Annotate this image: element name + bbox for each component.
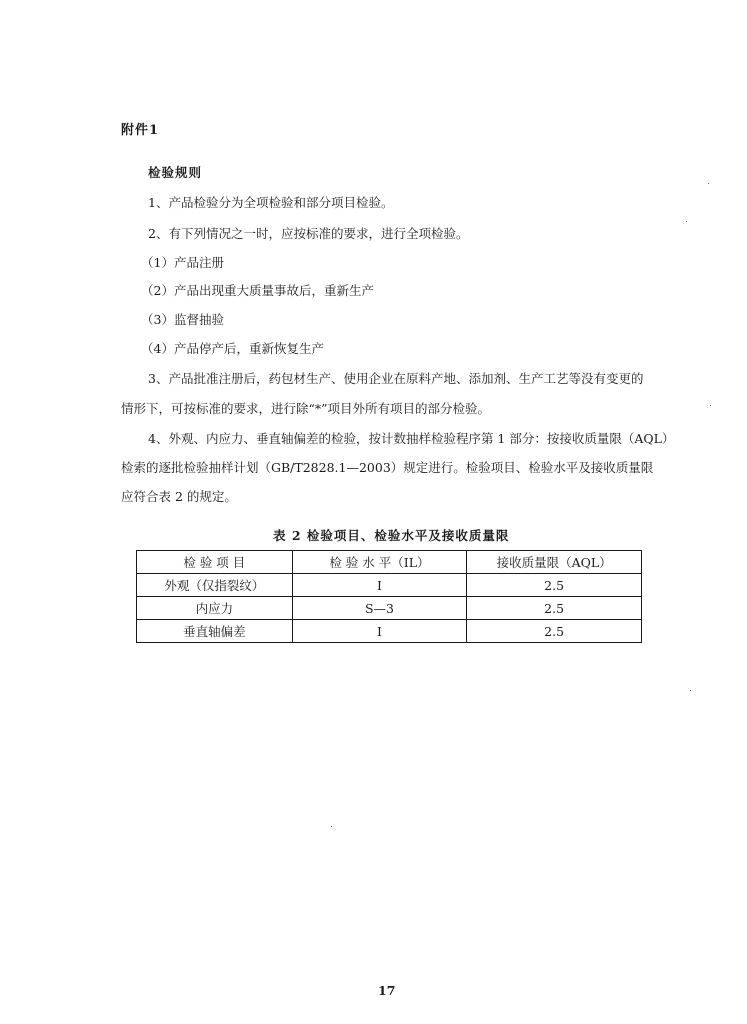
paragraph-4-line-2: 检索的逐批检验抽样计划（GB/T2828.1—2003）规定进行。检验项目、检验水平及接收质量限 <box>121 460 654 475</box>
table-header-row <box>137 551 642 574</box>
scan-speck <box>690 690 691 691</box>
table-row <box>137 620 642 643</box>
list-item-registration: （1）产品注册 <box>141 255 224 270</box>
paragraph-4-line-3: 应符合表 2 的规定。 <box>121 489 237 504</box>
cell-aql: 2.5 <box>467 597 642 620</box>
paragraph-3-line-1: 3、产品批准注册后，药包材生产、使用企业在原料产地、添加剂、生产工艺等没有变更的 <box>148 371 644 386</box>
scan-speck <box>331 826 332 827</box>
table-row <box>137 574 642 597</box>
cell-item: 内应力 <box>137 597 293 620</box>
cell-item: 外观（仅指裂纹） <box>137 574 293 597</box>
cell-item: 垂直轴偏差 <box>137 620 293 643</box>
paragraph-4-line-1: 4、外观、内应力、垂直轴偏差的检验，按计数抽样检验程序第 1 部分：按接收质量限（AQL） <box>148 431 675 446</box>
header-aql: 接收质量限（AQL） <box>467 551 642 574</box>
header-inspection-item: 检 验 项 目 <box>137 551 293 574</box>
page-number: 17 <box>378 983 396 998</box>
header-inspection-level: 检 验 水 平（IL） <box>292 551 467 574</box>
cell-aql: 2.5 <box>467 620 642 643</box>
list-item-resume-production: （4）产品停产后，重新恢复生产 <box>141 341 324 356</box>
cell-level: I <box>292 574 467 597</box>
cell-level: I <box>292 620 467 643</box>
cell-aql: 2.5 <box>467 574 642 597</box>
cell-level: S—3 <box>292 597 467 620</box>
paragraph-1: 1、产品检验分为全项检验和部分项目检验。 <box>148 195 394 210</box>
attachment-label: 附件1 <box>121 123 160 138</box>
paragraph-3-line-2: 情形下，可按标准的要求，进行除“*”项目外所有项目的部分检验。 <box>121 401 491 416</box>
list-item-supervision: （3）监督抽验 <box>141 312 224 327</box>
inspection-table <box>136 550 642 643</box>
table-row <box>137 597 642 620</box>
scan-speck <box>708 183 709 184</box>
scan-speck <box>710 405 711 406</box>
scan-speck <box>686 221 687 222</box>
table-caption: 表 2 检验项目、检验水平及接收质量限 <box>273 528 510 543</box>
section-title: 检验规则 <box>148 165 203 180</box>
list-item-quality-accident: （2）产品出现重大质量事故后，重新生产 <box>141 283 374 298</box>
paragraph-2: 2、有下列情况之一时，应按标准的要求，进行全项检验。 <box>148 226 469 241</box>
